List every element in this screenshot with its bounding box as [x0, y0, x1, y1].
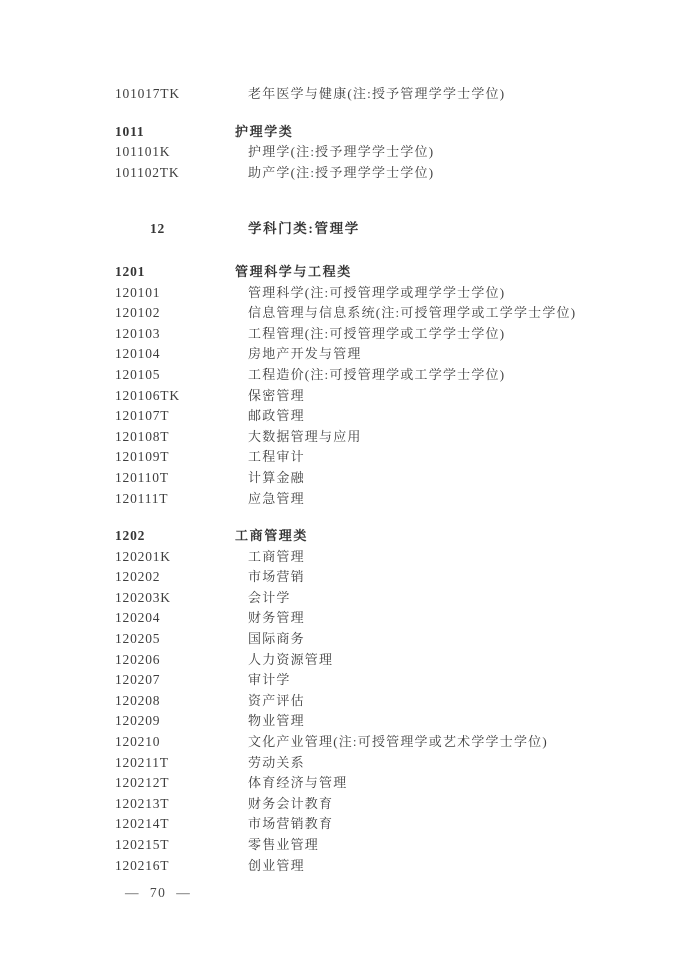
major-name: 管理科学(注:可授管理学或理学学士学位): [248, 284, 506, 300]
major-entry-row: [115, 567, 661, 588]
major-name: 大数据管理与应用: [248, 428, 362, 444]
major-name: 劳动关系: [248, 754, 305, 770]
major-entry-row: [115, 406, 661, 427]
major-code: 120207: [115, 672, 161, 688]
major-name: 财务管理: [248, 610, 305, 626]
major-name: 保密管理: [248, 387, 305, 403]
major-name: 计算金融: [248, 469, 305, 485]
major-name: 管理科学与工程类: [235, 263, 352, 279]
major-name: 物业管理: [248, 713, 305, 729]
major-code: 1202: [115, 528, 146, 544]
major-code: 120205: [115, 631, 161, 647]
major-code: 120213T: [115, 795, 170, 811]
major-code: 120111T: [115, 490, 169, 506]
major-entry-row: [115, 753, 661, 774]
major-code: 120210: [115, 734, 161, 750]
major-entry-row: [115, 547, 661, 568]
major-code: 120110T: [115, 469, 169, 485]
major-code: 120101: [115, 284, 161, 300]
major-name: 护理学类: [235, 123, 294, 139]
major-entry-row: [115, 773, 661, 794]
major-entry-row: [115, 732, 661, 753]
major-entry-row: [115, 324, 661, 345]
major-name: 市场营销教育: [248, 816, 334, 832]
page-number: — 70 —: [125, 885, 192, 900]
major-name: 工程造价(注:可授管理学或工学学士学位): [248, 366, 506, 382]
major-code: 120208: [115, 692, 161, 708]
major-entry-row: [115, 814, 661, 835]
major-entry-row: [115, 142, 661, 163]
major-code: 12: [150, 221, 166, 237]
major-code: 1201: [115, 263, 146, 279]
major-code: 120201K: [115, 548, 171, 564]
major-entry-row: [115, 794, 661, 815]
major-entry-row: [115, 84, 661, 105]
major-entry-row: [115, 468, 661, 489]
major-entry-row: [115, 344, 661, 365]
major-code: 120104: [115, 346, 161, 362]
major-name: 工程管理(注:可授管理学或工学学士学位): [248, 325, 506, 341]
discipline-division-heading: [115, 219, 661, 240]
major-code: 120206: [115, 651, 161, 667]
major-code: 120103: [115, 325, 161, 341]
major-name: 工程审计: [248, 449, 305, 465]
major-name: 市场营销: [248, 569, 305, 585]
major-name: 国际商务: [248, 631, 305, 647]
major-name: 财务会计教育: [248, 795, 334, 811]
major-entry-row: [115, 427, 661, 448]
major-entry-row: [115, 670, 661, 691]
major-code: 120204: [115, 610, 161, 626]
major-entry-row: [115, 856, 661, 877]
major-entry-row: [115, 629, 661, 650]
major-entry-row: [115, 608, 661, 629]
major-name: 邮政管理: [248, 408, 305, 424]
major-code: 120102: [115, 305, 161, 321]
major-name: 零售业管理: [248, 837, 320, 852]
major-name: 助产学(注:授予理学学士学位): [248, 164, 435, 180]
major-code: 120214T: [115, 816, 170, 832]
major-category-row: [115, 526, 661, 547]
major-name: 信息管理与信息系统(注:可授管理学或工学学士学位): [248, 305, 577, 321]
major-code: 120216T: [115, 857, 170, 873]
major-code: 120202: [115, 569, 161, 585]
major-code: 120109T: [115, 449, 170, 465]
major-name: 会计学: [248, 589, 291, 605]
major-code: 101101K: [115, 144, 171, 160]
major-category-row: [115, 262, 661, 283]
major-category-row: [115, 122, 661, 143]
major-name: 工商管理类: [235, 528, 309, 544]
major-entry-row: [115, 283, 661, 304]
major-code: 120211T: [115, 754, 169, 770]
major-entry-row: [115, 835, 661, 856]
major-name: 应急管理: [248, 490, 305, 506]
major-entry-row: [115, 588, 661, 609]
major-name: 房地产开发与管理: [248, 346, 362, 362]
major-code: 120105: [115, 366, 161, 382]
major-code: 120203K: [115, 589, 171, 605]
major-name: 工商管理: [248, 548, 305, 564]
major-entry-row: [115, 447, 661, 468]
major-entry-row: [115, 303, 661, 324]
major-code: 120107T: [115, 408, 170, 424]
major-entry-row: [115, 650, 661, 671]
major-name: 创业管理: [248, 857, 305, 873]
major-code: 120106TK: [115, 387, 180, 403]
major-name: 护理学(注:授予理学学士学位): [248, 144, 435, 160]
major-catalog-list: [115, 84, 661, 876]
major-code: 120209: [115, 713, 161, 729]
major-entry-row: [115, 163, 661, 184]
major-code: 120215T: [115, 837, 170, 852]
major-name: 资产评估: [248, 692, 305, 708]
major-entry-row: [115, 711, 661, 732]
major-name: 文化产业管理(注:可授管理学或艺术学学士学位): [248, 734, 548, 750]
major-name: 审计学: [248, 672, 291, 688]
major-entry-row: [115, 691, 661, 712]
major-code: 1011: [115, 123, 145, 139]
major-entry-row: [115, 489, 661, 510]
major-entry-row: [115, 365, 661, 386]
major-name: 老年医学与健康(注:授予管理学学士学位): [248, 86, 506, 101]
major-code: 120212T: [115, 775, 170, 791]
major-code: 101017TK: [115, 86, 180, 101]
major-entry-row: [115, 386, 661, 407]
major-name: 体育经济与管理: [248, 775, 348, 791]
major-code: 101102TK: [115, 164, 180, 180]
major-name: 人力资源管理: [248, 651, 334, 667]
major-name: 学科门类:管理学: [248, 221, 360, 237]
major-code: 120108T: [115, 428, 170, 444]
